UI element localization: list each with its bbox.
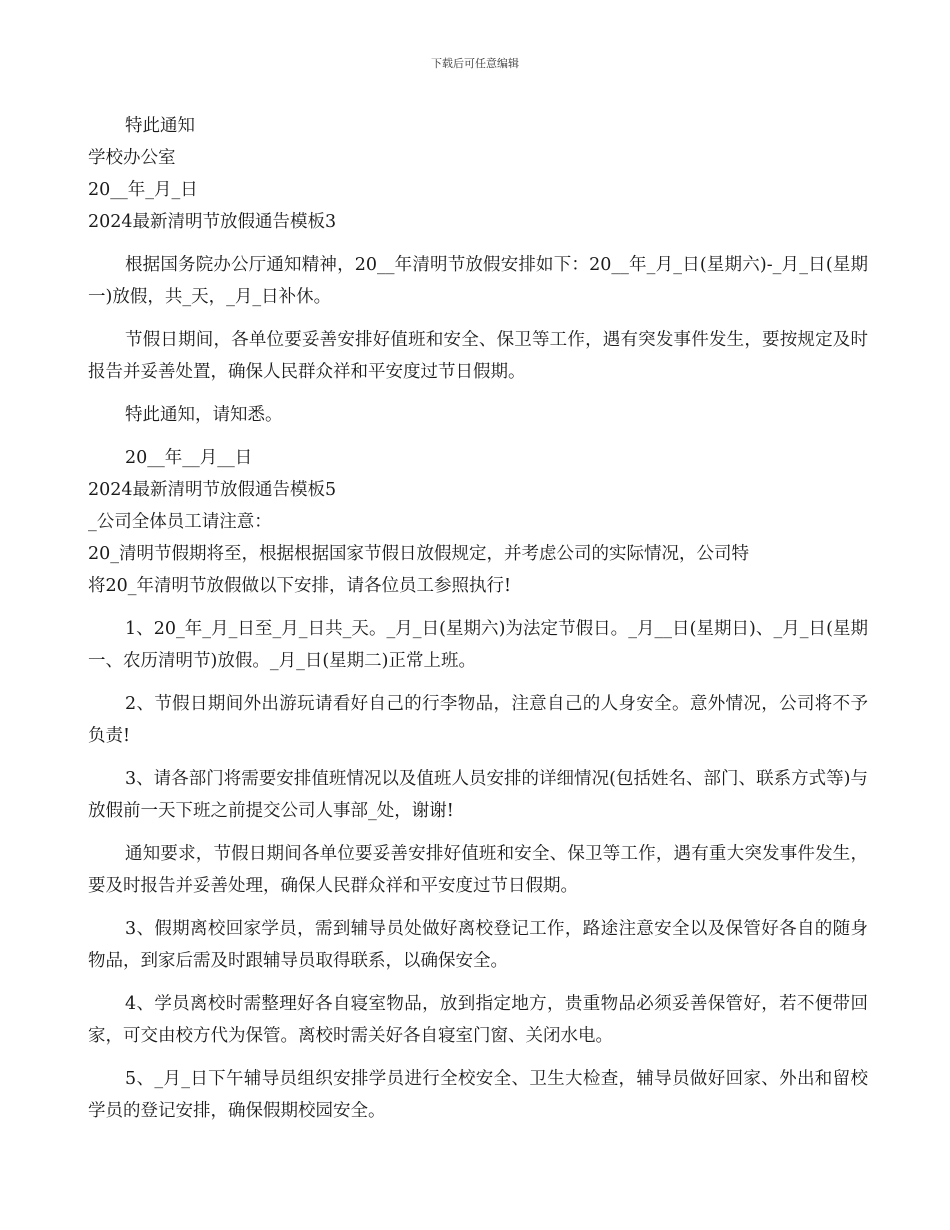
intro-line: 将20_年清明节放假做以下安排，请各位员工参照执行! (88, 576, 512, 596)
list-item: 5、_月_日下午辅导员组织安排学员进行全校安全、卫生大检查，辅导员做好回家、外出和留校学员的登记安排，确保假期校园安全。 (88, 1069, 868, 1121)
paragraph: 根据国务院办公厅通知精神，20__年清明节放假安排如下：20__年_月_日(星期六)-_月_日(星期一)放假，共_天，_月_日补休。 (88, 255, 868, 307)
paragraph: 通知要求，节假日期间各单位要妥善安排好值班和安全、保卫等工作，遇有重大突发事件发生，要及时报告并妥善处理，确保人民群众祥和平安度过节日假期。 (88, 844, 868, 896)
paragraph: 节假日期间，各单位要妥善安排好值班和安全、保卫等工作，遇有突发事件发生，要按规定及时报告并妥善处置，确保人民群众祥和平安度过节日假期。 (88, 330, 868, 382)
list-item: 3、假期离校回家学员，需到辅导员处做好离校登记工作，路途注意安全以及保管好各自的随身物品，到家后需及时跟辅导员取得联系，以确保安全。 (88, 919, 868, 971)
paragraph: 特此通知，请知悉。 (125, 405, 283, 425)
intro-line: 20_清明节假期将至，根据根据国家节假日放假规定，并考虑公司的实际情况，公司特 (88, 544, 750, 564)
date-line: 20__年_月_日 (88, 180, 198, 200)
date-line: 20__年__月__日 (125, 448, 253, 468)
section-title-5: 2024最新清明节放假通告模板5 (88, 480, 337, 500)
office-signature: 学校办公室 (88, 148, 176, 168)
list-item: 2、节假日期间外出游玩请看好自己的行李物品，注意自己的人身安全。意外情况，公司将不予负责! (88, 694, 868, 746)
list-item: 4、学员离校时需整理好各自寝室物品，放到指定地方，贵重物品必须妥善保管好，若不便带回家，可交由校方代为保管。离校时需关好各自寝室门窗、关闭水电。 (88, 994, 868, 1046)
page-header: 下载后可任意编辑 (431, 57, 519, 70)
salutation: _公司全体员工请注意： (88, 512, 272, 532)
list-item: 1、20_年_月_日至_月_日共_天。_月_日(星期六)为法定节假日。_月__日(星期日)、_月_日(星期一、农历清明节)放假。_月_日(星期二)正常上班。 (88, 619, 868, 671)
section-title-3: 2024最新清明节放假通告模板3 (88, 212, 337, 232)
notice-closing: 特此通知 (125, 116, 195, 136)
list-item: 3、请各部门将需要安排值班情况以及值班人员安排的详细情况(包括姓名、部门、联系方式等)与放假前一天下班之前提交公司人事部_处，谢谢! (88, 769, 868, 821)
document-body (88, 110, 868, 1127)
